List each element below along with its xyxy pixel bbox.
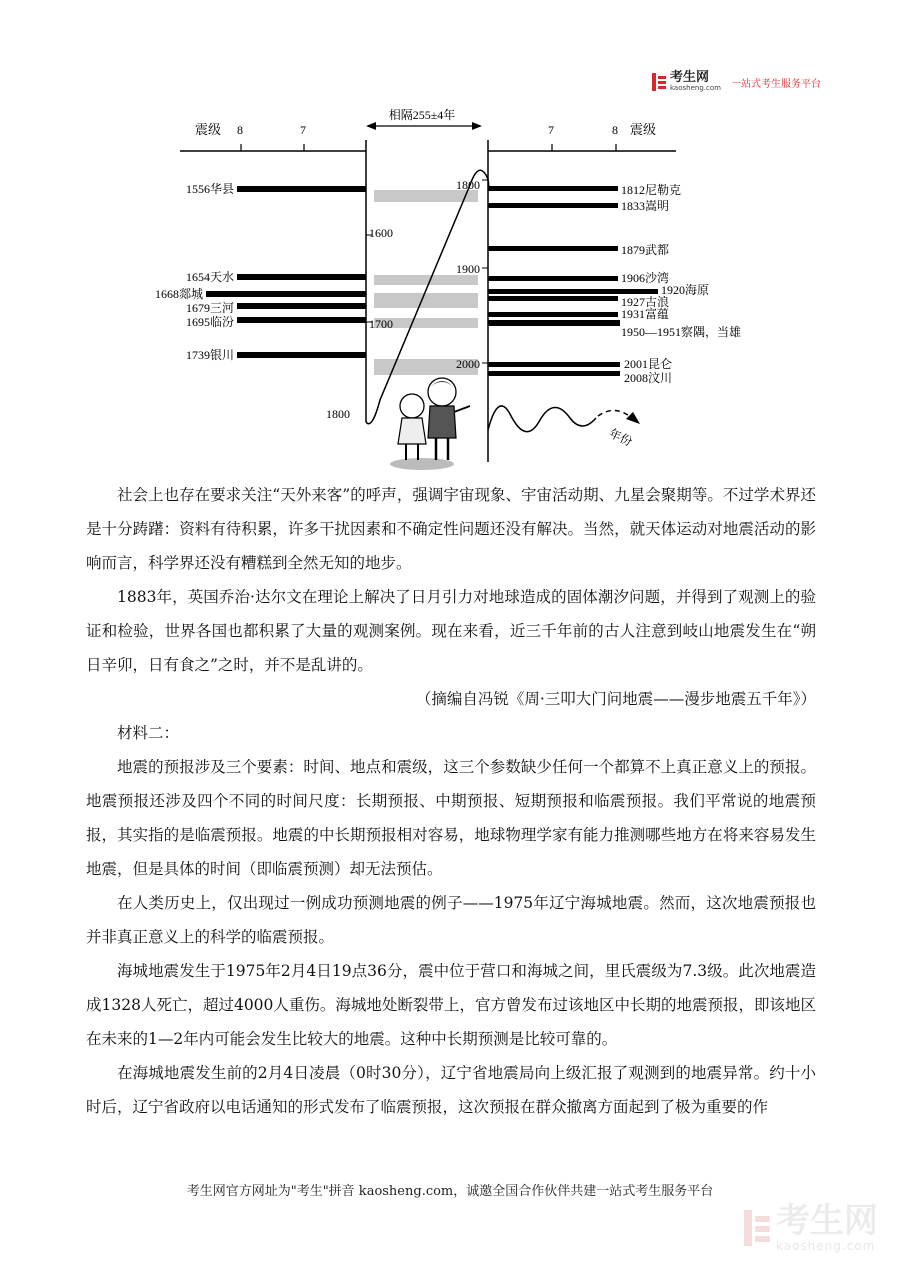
event-bar-2001 <box>488 362 620 367</box>
interval-arrow-left-head <box>366 122 376 130</box>
material-two-label: 材料二： <box>117 724 180 742</box>
interval-arrow-right-head <box>472 122 482 130</box>
logo-slogan: 一站式考生服务平台 <box>730 78 821 90</box>
event-label-1695: 1695临汾 <box>185 315 234 329</box>
event-label-1668: 1668郯城 <box>154 287 203 301</box>
logo-mark-icon <box>652 73 666 91</box>
event-label-1950: 1950—1951察隅，当雄 <box>621 325 742 339</box>
page-footer: 考生网官方网址为"考生"拼音 kaosheng.com，诚邀全国合作伙伴共建一站式考生服务平台 <box>186 1184 714 1199</box>
event-label-1556: 1556华县 <box>185 182 234 196</box>
event-bar-1556 <box>237 186 366 192</box>
event-bar-1906 <box>488 276 618 281</box>
event-bar-1927 <box>488 296 618 301</box>
event-bar-2008 <box>488 371 620 376</box>
cartoon-children-illustration <box>390 378 470 470</box>
logo-brand: 考生网 <box>670 70 710 85</box>
event-label-1920: 1920海原 <box>661 283 710 297</box>
event-bar-1695 <box>237 317 366 323</box>
right-year-1800: 1800 <box>456 178 480 192</box>
paragraph-2: 1883年，英国乔治·达尔文在理论上解决了日月引力对地球造成的固体潮汐问题，并得到了观测上的验证和检验，世界各国也都积累了大量的观测案例。现在来看，近三千年前的古人注意到岐山地震发生在“朔日辛卯，日有食之”之时，并不是乱讲的。 <box>86 588 816 674</box>
event-bar-1931 <box>488 312 618 317</box>
event-label-1654: 1654天水 <box>185 270 234 284</box>
scale-tick-right-7: 7 <box>548 123 554 137</box>
period-curve-dashed <box>598 410 632 418</box>
event-bar-1679 <box>237 303 366 309</box>
event-bar-1950 <box>488 320 620 326</box>
event-bar-1668 <box>206 291 366 297</box>
paragraph-3: 地震的预报涉及三个要素：时间、地点和震级，这三个参数缺少任何一个都算不上真正意义上的预报。地震预报还涉及四个不同的时间尺度：长期预报、中期预报、短期预报和临震预报。我们平常说的地震预报，其实指的是临震预报。地震的中长期预报相对容易，地球物理学家有能力推测哪些地方在将来容易发生地震，但是具体的时间（即临震预测）却无法预估。 <box>86 758 816 878</box>
watermark-brand: 考生网 <box>776 1201 878 1241</box>
event-bar-1654 <box>237 274 366 280</box>
earthquake-timeline-figure <box>140 100 840 480</box>
event-bar-1739 <box>237 352 366 358</box>
event-label-1927: 1927古浪 <box>621 295 670 309</box>
watermark-logo-icon <box>744 1210 770 1246</box>
event-label-1879: 1879武都 <box>621 243 670 257</box>
event-label-2008: 2008汶川 <box>624 371 673 385</box>
event-bar-1833 <box>488 203 618 208</box>
gray-band <box>374 275 478 285</box>
source-citation: （摘编自冯锐《周·三叩大门问地震——漫步地震五千年》） <box>415 690 816 708</box>
interval-label: 相隔255±4年 <box>388 108 456 122</box>
paragraph-6: 在海城地震发生前的2月4日凌晨（0时30分），辽宁省地震局向上级汇报了观测到的地震异常。约十小时后，辽宁省政府以电话通知的形式发布了临震预报，这次预报在群众撤离方面起到了极为重要的作 <box>86 1064 816 1116</box>
event-bar-1812 <box>488 186 618 191</box>
event-label-2001: 2001昆仑 <box>624 357 673 371</box>
event-label-1739: 1739银川 <box>185 348 234 362</box>
year-axis-label: 年份 <box>606 426 635 449</box>
site-logo[interactable] <box>652 72 821 92</box>
watermark-url: kaosheng.com <box>776 1239 876 1253</box>
event-label-1906: 1906沙湾 <box>621 271 670 285</box>
event-label-1833: 1833嵩明 <box>621 199 670 213</box>
left-year-1600: 1600 <box>369 226 393 240</box>
event-bar-1920 <box>488 289 658 294</box>
scale-tick-left-7: 7 <box>300 123 306 137</box>
logo-url: kaosheng.com <box>670 84 721 92</box>
event-label-1812: 1812尼勒克 <box>621 183 682 197</box>
event-bar-1879 <box>488 246 618 251</box>
scale-label-left: 震级 <box>195 122 222 137</box>
watermark <box>744 1203 878 1253</box>
scale-label-right: 震级 <box>630 122 657 137</box>
left-year-1700: 1700 <box>369 317 393 331</box>
scale-tick-left-8: 8 <box>237 123 243 137</box>
right-year-1900: 1900 <box>456 262 480 276</box>
event-label-1931: 1931富蕴 <box>621 307 670 321</box>
left-year-1800: 1800 <box>326 407 350 421</box>
period-curve-continuation <box>488 406 596 432</box>
event-label-1679: 1679三河 <box>185 301 234 315</box>
paragraph-4: 在人类历史上，仅出现过一例成功预测地震的例子——1975年辽宁海城地震。然而，这次地震预报也并非真正意义上的科学的临震预报。 <box>86 894 816 946</box>
paragraph-5: 海城地震发生于1975年2月4日19点36分，震中位于营口和海城之间，里氏震级为7.3级。此次地震造成1328人死亡，超过4000人重伤。海城地处断裂带上，官方曾发布过该地区中长期的地震预报，即该地区在未来的1—2年内可能会发生比较大的地震。这种中长期预测是比较可靠的。 <box>86 962 816 1048</box>
gray-band <box>374 293 478 308</box>
paragraph-1: 社会上也存在要求关注“天外来客”的呼声，强调宇宙现象、宇宙活动期、九星会聚期等。不过学术界还是十分踌躇：资料有待积累，许多干扰因素和不确定性问题还没有解决。当然，就天体运动对地震活动的影响而言，科学界还没有糟糕到全然无知的地步。 <box>86 486 816 572</box>
right-year-2000: 2000 <box>456 357 480 371</box>
article-body <box>86 478 816 1124</box>
scale-tick-right-8: 8 <box>612 123 618 137</box>
period-arrow-head <box>626 412 640 424</box>
